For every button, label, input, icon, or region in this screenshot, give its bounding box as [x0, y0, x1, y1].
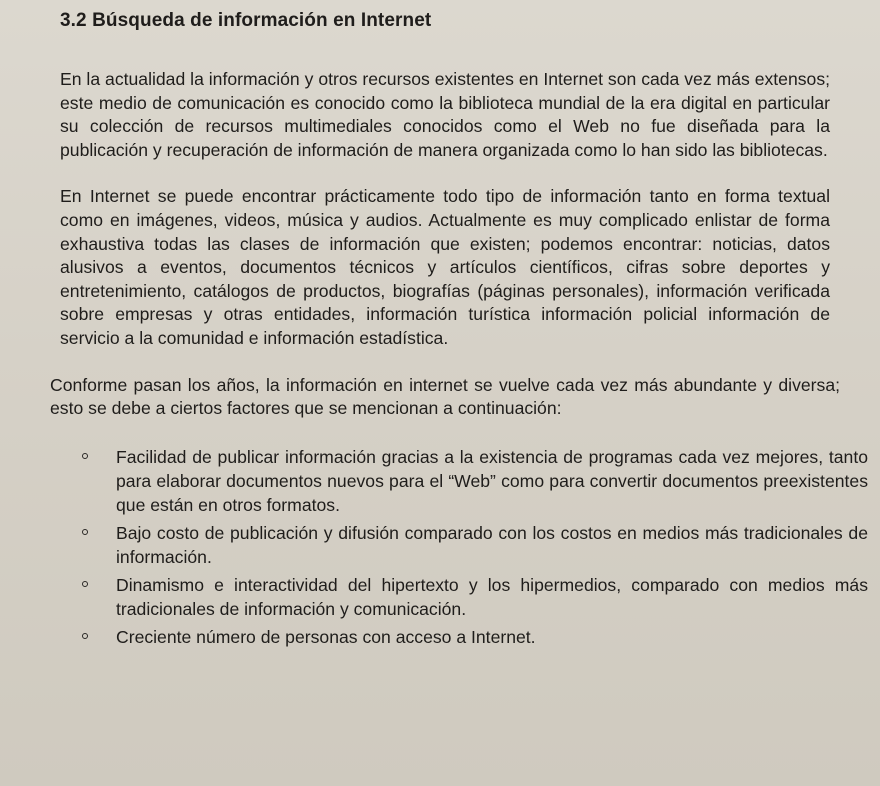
list-item	[78, 445, 868, 517]
list-item-text: Dinamismo e interactividad del hipertexto y los hipermedios, comparado con medios más tradicionales de información y comunicación.	[116, 574, 868, 619]
list-item-text: Facilidad de publicar información gracias a la existencia de programas cada vez mejores, tanto para elaborar documentos nuevos para el “Web” como para convertir documentos preexistentes que están en otros formatos.	[116, 446, 868, 515]
list-item	[78, 573, 868, 621]
section-heading: 3.2 Búsqueda de información en Internet	[60, 10, 432, 31]
bullet-circle-icon	[82, 633, 88, 639]
paragraph-growth-factors: Conforme pasan los años, la información en internet se vuelve cada vez más abundante y diversa; esto se debe a ciertos factores que se mencionan a continuación:	[50, 374, 840, 419]
paragraph-intro: En la actualidad la información y otros recursos existentes en Internet son cada vez más extensos; este medio de comunicación es conocido como la biblioteca mundial de la era digital en particular su colección de recursos multimediales conocidos como el Web no fue diseñada para la publicación y recuperación de información de manera organizada como lo han sido las bibliotecas.	[60, 69, 830, 160]
bullet-circle-icon	[82, 453, 88, 459]
list-item-text: Bajo costo de publicación y difusión comparado con los costos en medios más tradicionales de información.	[116, 522, 868, 567]
paragraph-information-types: En Internet se puede encontrar prácticamente todo tipo de información tanto en forma textual como en imágenes, videos, música y audios. Actualmente es muy complicado enlistar de forma exhaustiva todas las clases de información que existen; podemos encontrar: noticias, datos alusivos a eventos, documentos técnicos y artículos científicos, cifras sobre deportes y entretenimiento, catálogos de productos, biografías (páginas personales), información verificada sobre empresas y otras entidades, información turística información policial información de servicio a la comunidad e información estadística.	[60, 186, 830, 348]
list-item	[78, 521, 868, 569]
factors-list	[50, 445, 868, 649]
bullet-circle-icon	[82, 581, 88, 587]
bullet-circle-icon	[82, 529, 88, 535]
list-item-text: Creciente número de personas con acceso a Internet.	[116, 626, 536, 647]
list-item	[78, 625, 868, 649]
